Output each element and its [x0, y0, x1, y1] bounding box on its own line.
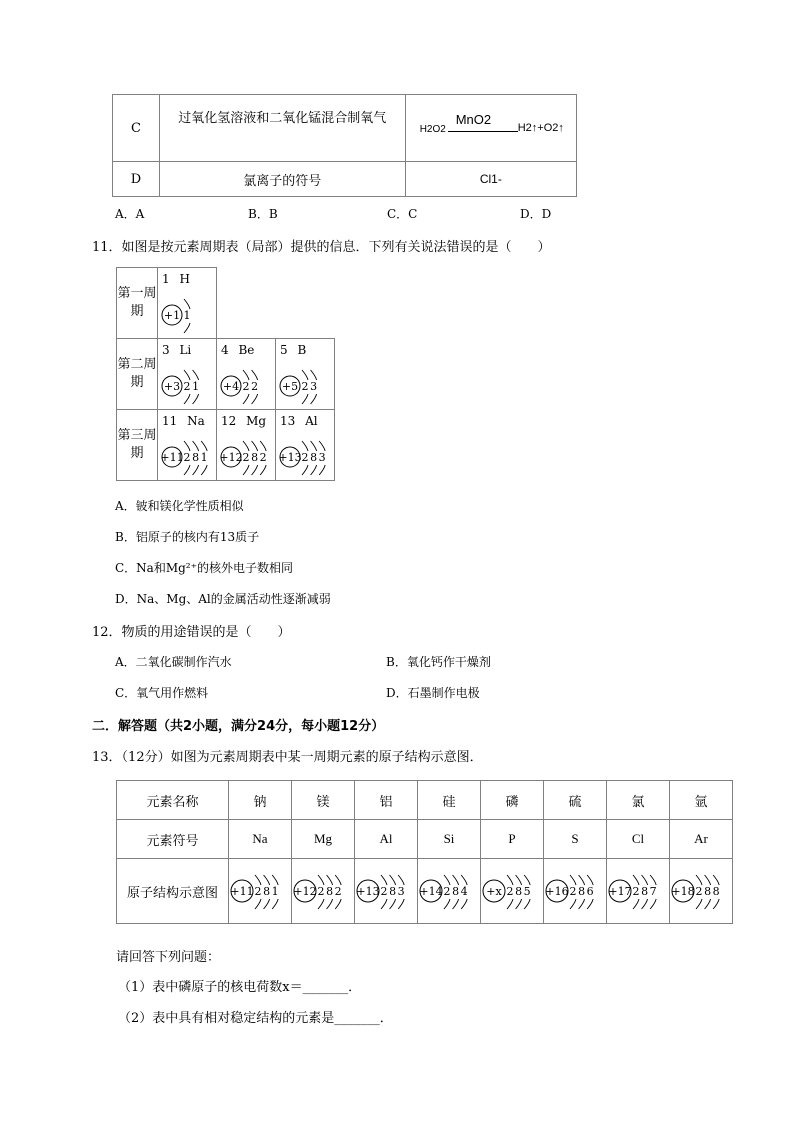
- equation-left: H2O2: [419, 124, 446, 135]
- electron-count: 8: [326, 884, 334, 898]
- atomic-structure-table: [116, 780, 733, 924]
- section-title: 二．解答题（共2小题，满分24分，每小题12分）: [92, 719, 385, 734]
- electron-count: 2: [380, 884, 388, 898]
- table-row: [117, 339, 335, 410]
- electron-shell-arc: [302, 465, 308, 475]
- electron-count: 1: [192, 379, 200, 393]
- nucleus-label: +13: [278, 450, 302, 464]
- element-cell-be: [217, 339, 276, 410]
- option-d[interactable]: D．D: [520, 207, 552, 221]
- electron-shell-arc: [260, 441, 266, 451]
- atom-diagram: [544, 864, 606, 914]
- atom-diagram-cell: [418, 859, 481, 924]
- electron-shell-arc: [311, 465, 317, 475]
- electron-shell-arc: [264, 875, 270, 885]
- electron-shell-arc: [398, 875, 404, 885]
- question-13-stem: 13．（12分）如图为元素周期表中某一周期元素的原子结构示意图．: [92, 750, 483, 765]
- electron-count: 2: [632, 884, 640, 898]
- element-name-cell: 氩: [670, 781, 733, 820]
- electron-shell-arc: [243, 394, 249, 404]
- nucleus-label: +3: [163, 379, 181, 393]
- electron-shell-arc: [243, 465, 249, 475]
- electron-count: 1: [183, 308, 191, 322]
- element-cell-na: [158, 410, 217, 481]
- electron-shell-arc: [260, 465, 266, 475]
- electron-shell-arc: [524, 899, 530, 909]
- period-label: 第二周期: [117, 339, 158, 410]
- option-c[interactable]: C．Na和Mg²⁺的核外电子数相同: [115, 561, 293, 575]
- atom-diagram: [670, 864, 732, 914]
- electron-shell-arc: [243, 441, 249, 451]
- nucleus-label: +11: [160, 450, 184, 464]
- nucleus-label: +1: [163, 308, 181, 322]
- electron-shell-arc: [319, 465, 325, 475]
- electron-shell-arc: [516, 899, 522, 909]
- electron-count: 8: [310, 450, 318, 464]
- atom-diagram: [607, 864, 669, 914]
- element-header: 1 H: [162, 272, 190, 286]
- electron-shell-arc: [319, 441, 325, 451]
- table-row: [117, 820, 733, 859]
- electron-shell-arc: [461, 899, 467, 909]
- element-cell-h: [158, 268, 217, 339]
- electron-shell-arc: [193, 370, 199, 380]
- electron-shell-arc: [184, 323, 190, 333]
- atom-diagram-cell: [481, 859, 544, 924]
- element-header: 12 Mg: [221, 414, 267, 428]
- electron-shell-arc: [587, 899, 593, 909]
- electron-count: 2: [443, 884, 451, 898]
- electron-shell-arc: [696, 899, 702, 909]
- nucleus-label: +18: [671, 884, 695, 898]
- electron-count: 1: [200, 450, 208, 464]
- row-letter: D: [113, 162, 160, 197]
- electron-count: 3: [318, 450, 326, 464]
- option-d[interactable]: D．石墨制作电极: [386, 686, 480, 700]
- electron-shell-arc: [713, 899, 719, 909]
- electron-shell-arc: [252, 370, 258, 380]
- reaction-bar: [448, 131, 518, 132]
- electron-count: 8: [389, 884, 397, 898]
- element-name-cell: 硫: [544, 781, 607, 820]
- electron-shell-arc: [570, 875, 576, 885]
- electron-shell-arc: [201, 441, 207, 451]
- electron-shell-arc: [650, 899, 656, 909]
- option-c[interactable]: C．氧气用作燃料: [115, 686, 209, 700]
- element-symbol-cell: Na: [229, 820, 292, 859]
- atom-diagram: [278, 363, 332, 405]
- nucleus-label: +5: [281, 379, 299, 393]
- element-header: 13 Al: [280, 414, 318, 428]
- atom-diagram: [355, 864, 417, 914]
- electron-shell-arc: [335, 875, 341, 885]
- electron-count: 8: [515, 884, 523, 898]
- atom-diagram: [160, 434, 214, 476]
- electron-shell-arc: [184, 299, 190, 309]
- electron-shell-arc: [302, 370, 308, 380]
- electron-count: 8: [578, 884, 586, 898]
- atom-diagram-cell: [544, 859, 607, 924]
- nucleus-label: +12: [293, 884, 317, 898]
- electron-shell-arc: [243, 370, 249, 380]
- question-11-stem: 11．如图是按元素周期表（局部）提供的信息．下列有关说法错误的是（ ）: [92, 240, 551, 255]
- option-a[interactable]: A．铍和镁化学性质相似: [115, 499, 244, 513]
- electron-shell-arc: [318, 899, 324, 909]
- atom-diagram: [481, 864, 543, 914]
- atom-diagram: [219, 434, 273, 476]
- nucleus-label: +13: [356, 884, 380, 898]
- electron-count: 3: [397, 884, 405, 898]
- electron-shell-arc: [302, 441, 308, 451]
- sub-question-2[interactable]: （2）表中具有相对稳定结构的元素是_______．: [118, 1011, 393, 1026]
- element-symbol-cell: Si: [418, 820, 481, 859]
- electron-count: 1: [271, 884, 279, 898]
- electron-count: 2: [334, 884, 342, 898]
- electron-shell-arc: [713, 875, 719, 885]
- ion-symbol: Cl1-: [405, 162, 576, 197]
- atom-diagram: [278, 434, 332, 476]
- electron-shell-arc: [311, 394, 317, 404]
- electron-count: 2: [254, 884, 262, 898]
- question-prompt: 请回答下列问题：: [116, 950, 221, 965]
- electron-shell-arc: [381, 899, 387, 909]
- element-name-cell: 磷: [481, 781, 544, 820]
- electron-shell-arc: [390, 899, 396, 909]
- electron-count: 4: [460, 884, 468, 898]
- row-description: 氯离子的符号: [159, 162, 405, 197]
- element-cell-mg: [217, 410, 276, 481]
- element-name-cell: 铝: [355, 781, 418, 820]
- electron-count: 8: [263, 884, 271, 898]
- electron-shell-arc: [327, 899, 333, 909]
- electron-count: 8: [251, 450, 259, 464]
- electron-count: 2: [259, 450, 267, 464]
- electron-shell-arc: [507, 899, 513, 909]
- atom-diagram-cell: [607, 859, 670, 924]
- element-symbol-cell: Ar: [670, 820, 733, 859]
- nucleus-label: +11: [230, 884, 254, 898]
- option-a[interactable]: A．二氧化碳制作汽水: [115, 655, 232, 669]
- electron-count: 2: [301, 379, 309, 393]
- electron-shell-arc: [633, 899, 639, 909]
- electron-count: 2: [317, 884, 325, 898]
- element-symbol-cell: Cl: [607, 820, 670, 859]
- electron-count: 8: [704, 884, 712, 898]
- nucleus-label: +14: [419, 884, 443, 898]
- electron-count: 8: [192, 450, 200, 464]
- element-symbol-cell: Al: [355, 820, 418, 859]
- row-label: 元素符号: [117, 820, 229, 859]
- row-label: 元素名称: [117, 781, 229, 820]
- electron-shell-arc: [705, 899, 711, 909]
- atom-diagram: [229, 864, 291, 914]
- electron-shell-arc: [453, 899, 459, 909]
- electron-shell-arc: [444, 899, 450, 909]
- electron-count: 3: [310, 379, 318, 393]
- atom-diagram-cell: [355, 859, 418, 924]
- atom-diagram: [160, 363, 214, 405]
- electron-shell-arc: [184, 441, 190, 451]
- nucleus-label: +4: [222, 379, 240, 393]
- electron-shell-arc: [579, 875, 585, 885]
- option-c[interactable]: C．C: [387, 207, 418, 221]
- electron-shell-arc: [696, 875, 702, 885]
- electron-shell-arc: [302, 394, 308, 404]
- electron-shell-arc: [705, 875, 711, 885]
- row-letter: C: [113, 95, 160, 162]
- element-symbol-cell: Mg: [292, 820, 355, 859]
- row-description: 过氧化氢溶液和二氧化锰混合制氧气: [159, 95, 405, 162]
- atom-diagram: [418, 864, 480, 914]
- table-row: [113, 95, 577, 162]
- electron-shell-arc: [461, 875, 467, 885]
- table-row: [113, 162, 577, 197]
- electron-shell-arc: [390, 875, 396, 885]
- element-header: 4 Be: [221, 343, 255, 357]
- electron-count: 2: [695, 884, 703, 898]
- catalyst-label: MnO2: [455, 112, 492, 127]
- period-label: 第三周期: [117, 410, 158, 481]
- electron-shell-arc: [524, 875, 530, 885]
- option-b[interactable]: B．B: [248, 207, 278, 221]
- periodic-table-excerpt: [116, 267, 335, 481]
- element-name-cell: 氯: [607, 781, 670, 820]
- electron-count: 6: [586, 884, 594, 898]
- element-header: 5 B: [280, 343, 307, 357]
- atom-diagram: [292, 864, 354, 914]
- period-label: 第一周期: [117, 268, 158, 339]
- electron-shell-arc: [570, 899, 576, 909]
- element-symbol-cell: P: [481, 820, 544, 859]
- electron-shell-arc: [252, 394, 258, 404]
- electron-shell-arc: [255, 875, 261, 885]
- question-12-stem: 12．物质的用途错误的是（ ）: [92, 625, 291, 640]
- table-row: [117, 781, 733, 820]
- electron-count: 2: [242, 379, 250, 393]
- element-header: 11 Na: [162, 414, 205, 428]
- chemical-equation: [406, 96, 576, 160]
- electron-shell-arc: [318, 875, 324, 885]
- electron-shell-arc: [252, 465, 258, 475]
- electron-shell-arc: [193, 465, 199, 475]
- electron-count: 2: [506, 884, 514, 898]
- electron-shell-arc: [650, 875, 656, 885]
- option-b[interactable]: B．氧化钙作干燥剂: [386, 655, 491, 669]
- atom-diagram-cell: [229, 859, 292, 924]
- nucleus-label: +12: [219, 450, 243, 464]
- sub-question-1[interactable]: （1）表中磷原子的核电荷数x＝_______．: [118, 980, 362, 995]
- electron-count: 7: [649, 884, 657, 898]
- electron-shell-arc: [453, 875, 459, 885]
- electron-shell-arc: [272, 875, 278, 885]
- electron-count: 8: [452, 884, 460, 898]
- electron-count: 2: [183, 379, 191, 393]
- element-name-cell: 硅: [418, 781, 481, 820]
- electron-shell-arc: [642, 899, 648, 909]
- table-row: [117, 859, 733, 924]
- table-row: [117, 410, 335, 481]
- atom-diagram: [219, 363, 273, 405]
- atom-diagram-cell: [292, 859, 355, 924]
- electron-shell-arc: [184, 465, 190, 475]
- electron-shell-arc: [193, 441, 199, 451]
- electron-shell-arc: [184, 394, 190, 404]
- electron-shell-arc: [311, 441, 317, 451]
- electron-shell-arc: [398, 899, 404, 909]
- electron-shell-arc: [311, 370, 317, 380]
- electron-count: 8: [641, 884, 649, 898]
- element-name-cell: 钠: [229, 781, 292, 820]
- atom-diagram-cell: [670, 859, 733, 924]
- atom-diagram: [160, 292, 214, 334]
- electron-shell-arc: [327, 875, 333, 885]
- electron-shell-arc: [272, 899, 278, 909]
- nucleus-label: +x: [486, 884, 502, 898]
- row-label: 原子结构示意图: [117, 859, 229, 924]
- nucleus-label: +16: [545, 884, 569, 898]
- electron-count: 2: [569, 884, 577, 898]
- electron-shell-arc: [633, 875, 639, 885]
- electron-count: 2: [301, 450, 309, 464]
- electron-shell-arc: [444, 875, 450, 885]
- electron-shell-arc: [507, 875, 513, 885]
- electron-count: 5: [523, 884, 531, 898]
- element-header: 3 Li: [162, 343, 192, 357]
- nucleus-label: +17: [608, 884, 632, 898]
- electron-count: 2: [251, 379, 259, 393]
- electron-shell-arc: [184, 370, 190, 380]
- element-cell-li: [158, 339, 217, 410]
- table-row: [117, 268, 335, 339]
- electron-shell-arc: [516, 875, 522, 885]
- option-b[interactable]: B．铝原子的核内有13质子: [115, 530, 260, 544]
- electron-shell-arc: [381, 875, 387, 885]
- electron-shell-arc: [587, 875, 593, 885]
- electron-count: 2: [242, 450, 250, 464]
- option-a[interactable]: A．A: [115, 207, 145, 221]
- option-d[interactable]: D．Na、Mg、Al的金属活动性逐渐减弱: [115, 592, 331, 606]
- electron-count: 2: [183, 450, 191, 464]
- electron-count: 8: [712, 884, 720, 898]
- electron-shell-arc: [264, 899, 270, 909]
- electron-shell-arc: [335, 899, 341, 909]
- element-cell-b: [276, 339, 335, 410]
- electron-shell-arc: [193, 394, 199, 404]
- electron-shell-arc: [252, 441, 258, 451]
- element-name-cell: 镁: [292, 781, 355, 820]
- element-symbol-cell: S: [544, 820, 607, 859]
- equation-right: H2↑+O2↑: [517, 122, 564, 134]
- electron-shell-arc: [201, 465, 207, 475]
- electron-shell-arc: [255, 899, 261, 909]
- electron-shell-arc: [642, 875, 648, 885]
- q10-answer-table: [112, 94, 577, 197]
- electron-shell-arc: [579, 899, 585, 909]
- element-cell-al: [276, 410, 335, 481]
